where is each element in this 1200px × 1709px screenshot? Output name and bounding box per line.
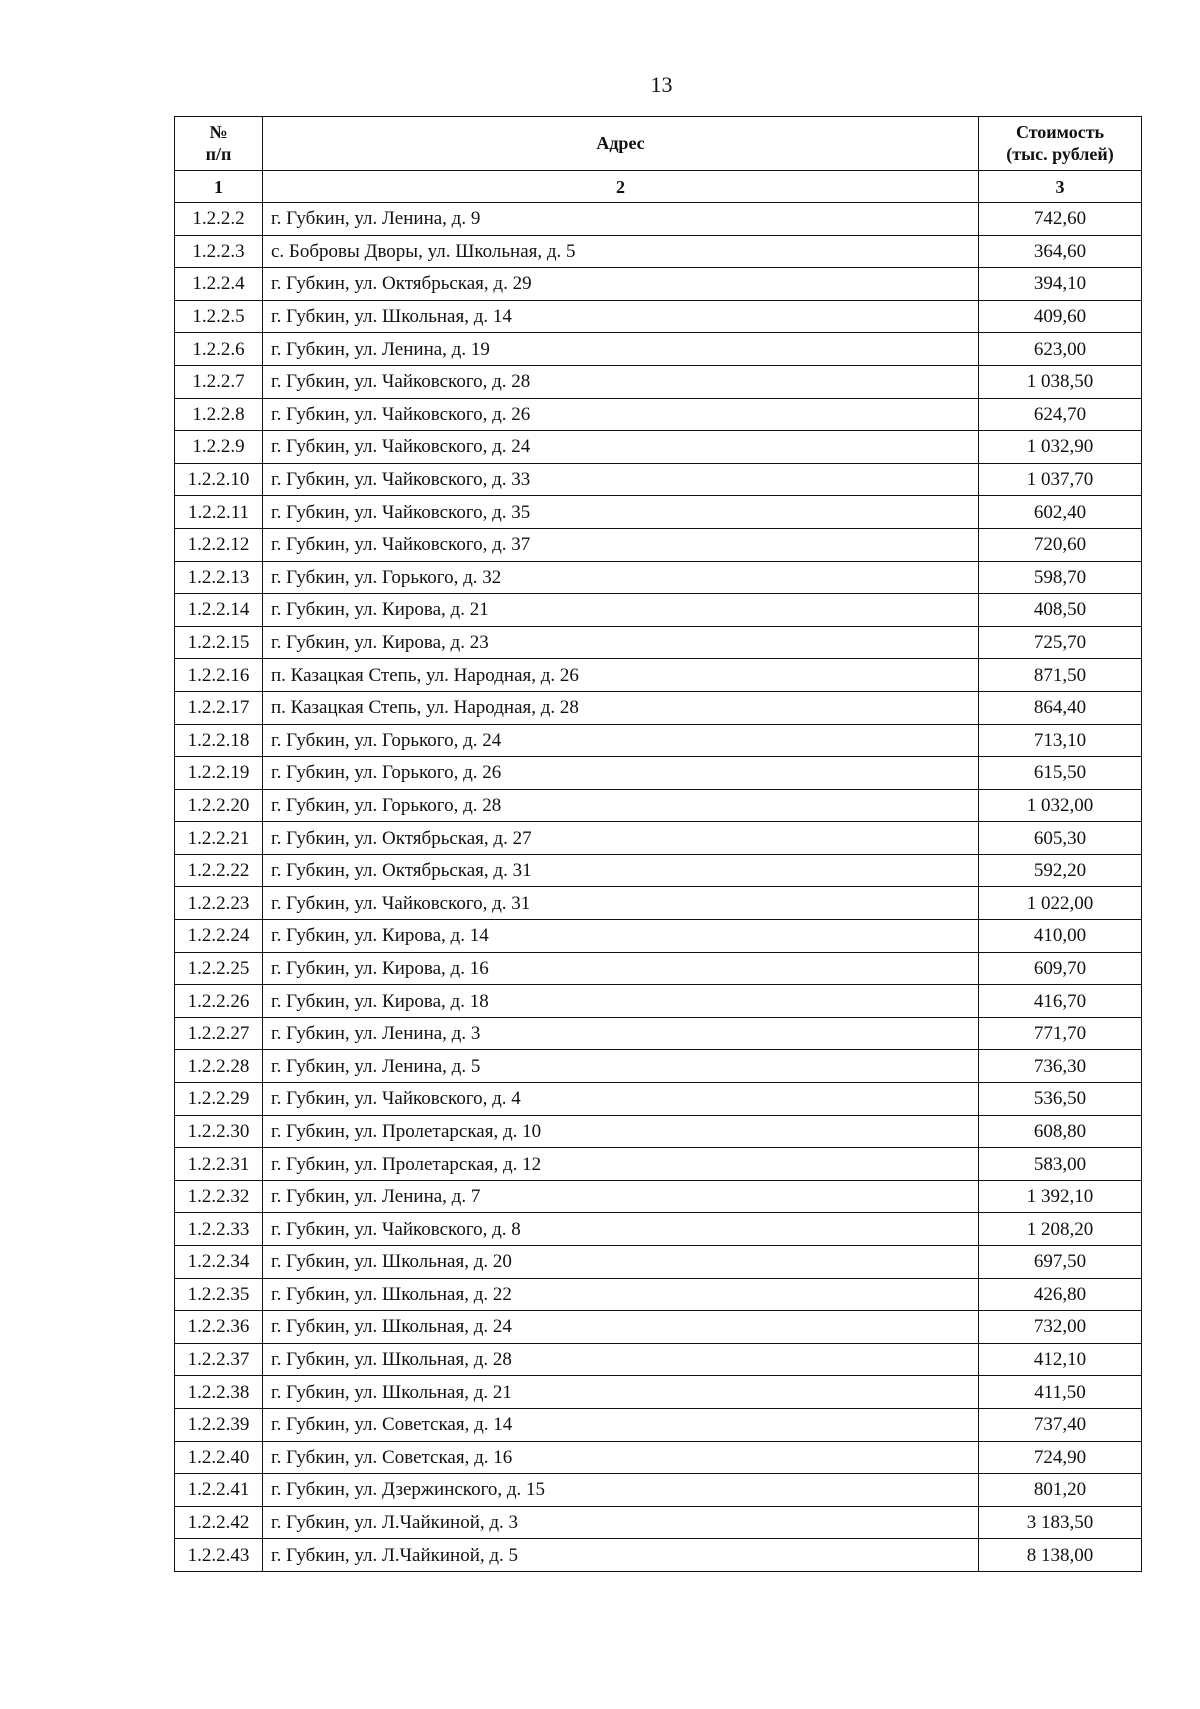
table-row: [175, 1506, 1142, 1539]
row-cost: 615,50: [979, 757, 1142, 790]
row-index: 1.2.2.33: [175, 1213, 263, 1246]
row-cost: 732,00: [979, 1311, 1142, 1344]
row-address: г. Губкин, ул. Чайковского, д. 28: [263, 365, 979, 398]
table-row: [175, 365, 1142, 398]
row-index: 1.2.2.31: [175, 1148, 263, 1181]
row-cost: 724,90: [979, 1441, 1142, 1474]
row-address: г. Губкин, ул. Чайковского, д. 33: [263, 463, 979, 496]
table-row: [175, 496, 1142, 529]
row-cost: 742,60: [979, 203, 1142, 236]
address-cost-table-container: [174, 116, 1141, 1572]
table-row: [175, 1083, 1142, 1116]
row-index: 1.2.2.43: [175, 1539, 263, 1572]
row-cost: 771,70: [979, 1017, 1142, 1050]
row-index: 1.2.2.29: [175, 1083, 263, 1116]
row-cost: 409,60: [979, 300, 1142, 333]
table-row: [175, 659, 1142, 692]
table-row: [175, 887, 1142, 920]
table-row: [175, 724, 1142, 757]
table-row: [175, 398, 1142, 431]
table-row: [175, 1180, 1142, 1213]
row-index: 1.2.2.4: [175, 268, 263, 301]
row-cost: 411,50: [979, 1376, 1142, 1409]
header-cost-line1: Стоимость: [1015, 121, 1105, 142]
table-row: [175, 1148, 1142, 1181]
row-address: г. Губкин, ул. Дзержинского, д. 15: [263, 1474, 979, 1507]
row-index: 1.2.2.34: [175, 1246, 263, 1279]
row-cost: 725,70: [979, 626, 1142, 659]
table-row: [175, 561, 1142, 594]
table-row: [175, 854, 1142, 887]
table-row: [175, 1050, 1142, 1083]
table-row: [175, 235, 1142, 268]
row-index: 1.2.2.41: [175, 1474, 263, 1507]
row-cost: 408,50: [979, 594, 1142, 627]
row-index: 1.2.2.12: [175, 528, 263, 561]
table-row: [175, 1343, 1142, 1376]
header-cost-line2: (тыс. рублей): [1006, 143, 1114, 164]
row-address: г. Губкин, ул. Советская, д. 14: [263, 1408, 979, 1441]
row-cost: 426,80: [979, 1278, 1142, 1311]
row-index: 1.2.2.19: [175, 757, 263, 790]
table-body: [175, 203, 1142, 1572]
row-address: г. Губкин, ул. Ленина, д. 7: [263, 1180, 979, 1213]
row-cost: 394,10: [979, 268, 1142, 301]
row-address: г. Губкин, ул. Школьная, д. 14: [263, 300, 979, 333]
row-index: 1.2.2.13: [175, 561, 263, 594]
row-address: г. Губкин, ул. Горького, д. 28: [263, 789, 979, 822]
row-address: г. Губкин, ул. Кирова, д. 16: [263, 952, 979, 985]
row-address: г. Губкин, ул. Школьная, д. 24: [263, 1311, 979, 1344]
table-row: [175, 822, 1142, 855]
table-row: [175, 1441, 1142, 1474]
header-index: [175, 117, 263, 171]
row-cost: 720,60: [979, 528, 1142, 561]
row-index: 1.2.2.11: [175, 496, 263, 529]
row-cost: 1 038,50: [979, 365, 1142, 398]
row-address: г. Губкин, ул. Ленина, д. 9: [263, 203, 979, 236]
header-index-line1: №: [209, 121, 228, 142]
row-cost: 697,50: [979, 1246, 1142, 1279]
row-index: 1.2.2.8: [175, 398, 263, 431]
row-cost: 623,00: [979, 333, 1142, 366]
table-row: [175, 1474, 1142, 1507]
row-index: 1.2.2.9: [175, 431, 263, 464]
table-row: [175, 952, 1142, 985]
row-cost: 3 183,50: [979, 1506, 1142, 1539]
row-index: 1.2.2.6: [175, 333, 263, 366]
row-address: г. Губкин, ул. Кирова, д. 18: [263, 985, 979, 1018]
row-cost: 8 138,00: [979, 1539, 1142, 1572]
table-row: [175, 594, 1142, 627]
row-index: 1.2.2.25: [175, 952, 263, 985]
row-index: 1.2.2.14: [175, 594, 263, 627]
row-index: 1.2.2.3: [175, 235, 263, 268]
row-index: 1.2.2.37: [175, 1343, 263, 1376]
table-row: [175, 300, 1142, 333]
row-index: 1.2.2.32: [175, 1180, 263, 1213]
row-cost: 609,70: [979, 952, 1142, 985]
row-address: г. Губкин, ул. Горького, д. 24: [263, 724, 979, 757]
table-row: [175, 1213, 1142, 1246]
row-cost: 1 392,10: [979, 1180, 1142, 1213]
row-index: 1.2.2.17: [175, 691, 263, 724]
row-cost: 736,30: [979, 1050, 1142, 1083]
row-cost: 1 208,20: [979, 1213, 1142, 1246]
row-address: г. Губкин, ул. Советская, д. 16: [263, 1441, 979, 1474]
row-cost: 871,50: [979, 659, 1142, 692]
row-cost: 592,20: [979, 854, 1142, 887]
row-cost: 1 032,90: [979, 431, 1142, 464]
row-cost: 608,80: [979, 1115, 1142, 1148]
row-index: 1.2.2.18: [175, 724, 263, 757]
table-row: [175, 1017, 1142, 1050]
row-index: 1.2.2.35: [175, 1278, 263, 1311]
row-index: 1.2.2.36: [175, 1311, 263, 1344]
table-row: [175, 920, 1142, 953]
row-cost: 1 037,70: [979, 463, 1142, 496]
header-row: [175, 117, 1142, 171]
table-row: [175, 1311, 1142, 1344]
row-index: 1.2.2.2: [175, 203, 263, 236]
row-address: г. Губкин, ул. Ленина, д. 3: [263, 1017, 979, 1050]
row-index: 1.2.2.28: [175, 1050, 263, 1083]
row-address: г. Губкин, ул. Октябрьская, д. 29: [263, 268, 979, 301]
table-row: [175, 1278, 1142, 1311]
row-index: 1.2.2.24: [175, 920, 263, 953]
row-index: 1.2.2.40: [175, 1441, 263, 1474]
row-address: г. Губкин, ул. Л.Чайкиной, д. 5: [263, 1539, 979, 1572]
row-address: г. Губкин, ул. Чайковского, д. 37: [263, 528, 979, 561]
row-index: 1.2.2.42: [175, 1506, 263, 1539]
row-address: г. Губкин, ул. Чайковского, д. 4: [263, 1083, 979, 1116]
row-cost: 412,10: [979, 1343, 1142, 1376]
table-row: [175, 431, 1142, 464]
row-index: 1.2.2.21: [175, 822, 263, 855]
table-row: [175, 268, 1142, 301]
row-address: п. Казацкая Степь, ул. Народная, д. 28: [263, 691, 979, 724]
column-number-2: 2: [263, 171, 979, 203]
table-row: [175, 757, 1142, 790]
row-address: г. Губкин, ул. Ленина, д. 19: [263, 333, 979, 366]
row-cost: 713,10: [979, 724, 1142, 757]
row-cost: 364,60: [979, 235, 1142, 268]
header-index-line2: п/п: [205, 143, 232, 164]
row-cost: 605,30: [979, 822, 1142, 855]
row-address: г. Губкин, ул. Чайковского, д. 31: [263, 887, 979, 920]
row-index: 1.2.2.15: [175, 626, 263, 659]
row-address: г. Губкин, ул. Кирова, д. 14: [263, 920, 979, 953]
row-cost: 737,40: [979, 1408, 1142, 1441]
address-cost-table: [174, 116, 1142, 1572]
row-index: 1.2.2.39: [175, 1408, 263, 1441]
row-address: г. Губкин, ул. Горького, д. 26: [263, 757, 979, 790]
row-index: 1.2.2.38: [175, 1376, 263, 1409]
row-index: 1.2.2.23: [175, 887, 263, 920]
row-cost: 1 022,00: [979, 887, 1142, 920]
table-row: [175, 691, 1142, 724]
table-row: [175, 1246, 1142, 1279]
row-address: г. Губкин, ул. Школьная, д. 28: [263, 1343, 979, 1376]
row-cost: 416,70: [979, 985, 1142, 1018]
column-number-row: [175, 171, 1142, 203]
table-row: [175, 333, 1142, 366]
row-address: г. Губкин, ул. Горького, д. 32: [263, 561, 979, 594]
row-address: п. Казацкая Степь, ул. Народная, д. 26: [263, 659, 979, 692]
row-index: 1.2.2.27: [175, 1017, 263, 1050]
row-index: 1.2.2.26: [175, 985, 263, 1018]
row-address: г. Губкин, ул. Чайковского, д. 8: [263, 1213, 979, 1246]
table-row: [175, 528, 1142, 561]
table-header: [175, 117, 1142, 203]
header-address: Адрес: [263, 117, 979, 171]
table-row: [175, 1115, 1142, 1148]
table-row: [175, 626, 1142, 659]
table-row: [175, 985, 1142, 1018]
row-address: г. Губкин, ул. Школьная, д. 20: [263, 1246, 979, 1279]
row-index: 1.2.2.5: [175, 300, 263, 333]
row-cost: 583,00: [979, 1148, 1142, 1181]
table-row: [175, 463, 1142, 496]
row-address: г. Губкин, ул. Октябрьская, д. 31: [263, 854, 979, 887]
table-row: [175, 1376, 1142, 1409]
row-cost: 1 032,00: [979, 789, 1142, 822]
header-cost: [979, 117, 1142, 171]
row-cost: 864,40: [979, 691, 1142, 724]
row-address: г. Губкин, ул. Кирова, д. 21: [263, 594, 979, 627]
row-address: г. Губкин, ул. Школьная, д. 21: [263, 1376, 979, 1409]
row-index: 1.2.2.22: [175, 854, 263, 887]
row-address: г. Губкин, ул. Чайковского, д. 24: [263, 431, 979, 464]
table-row: [175, 203, 1142, 236]
table-row: [175, 1408, 1142, 1441]
row-cost: 624,70: [979, 398, 1142, 431]
row-index: 1.2.2.30: [175, 1115, 263, 1148]
row-address: г. Губкин, ул. Ленина, д. 5: [263, 1050, 979, 1083]
row-address: г. Губкин, ул. Октябрьская, д. 27: [263, 822, 979, 855]
table-row: [175, 1539, 1142, 1572]
row-cost: 602,40: [979, 496, 1142, 529]
row-address: г. Губкин, ул. Школьная, д. 22: [263, 1278, 979, 1311]
row-address: г. Губкин, ул. Пролетарская, д. 10: [263, 1115, 979, 1148]
page-number: 13: [650, 72, 673, 97]
row-address: г. Губкин, ул. Л.Чайкиной, д. 3: [263, 1506, 979, 1539]
row-cost: 801,20: [979, 1474, 1142, 1507]
row-address: г. Губкин, ул. Пролетарская, д. 12: [263, 1148, 979, 1181]
row-address: с. Бобровы Дворы, ул. Школьная, д. 5: [263, 235, 979, 268]
row-index: 1.2.2.16: [175, 659, 263, 692]
column-number-1: 1: [175, 171, 263, 203]
row-index: 1.2.2.7: [175, 365, 263, 398]
row-cost: 410,00: [979, 920, 1142, 953]
row-index: 1.2.2.10: [175, 463, 263, 496]
row-address: г. Губкин, ул. Кирова, д. 23: [263, 626, 979, 659]
row-address: г. Губкин, ул. Чайковского, д. 35: [263, 496, 979, 529]
column-number-3: 3: [979, 171, 1142, 203]
row-index: 1.2.2.20: [175, 789, 263, 822]
row-address: г. Губкин, ул. Чайковского, д. 26: [263, 398, 979, 431]
row-cost: 536,50: [979, 1083, 1142, 1116]
table-row: [175, 789, 1142, 822]
row-cost: 598,70: [979, 561, 1142, 594]
